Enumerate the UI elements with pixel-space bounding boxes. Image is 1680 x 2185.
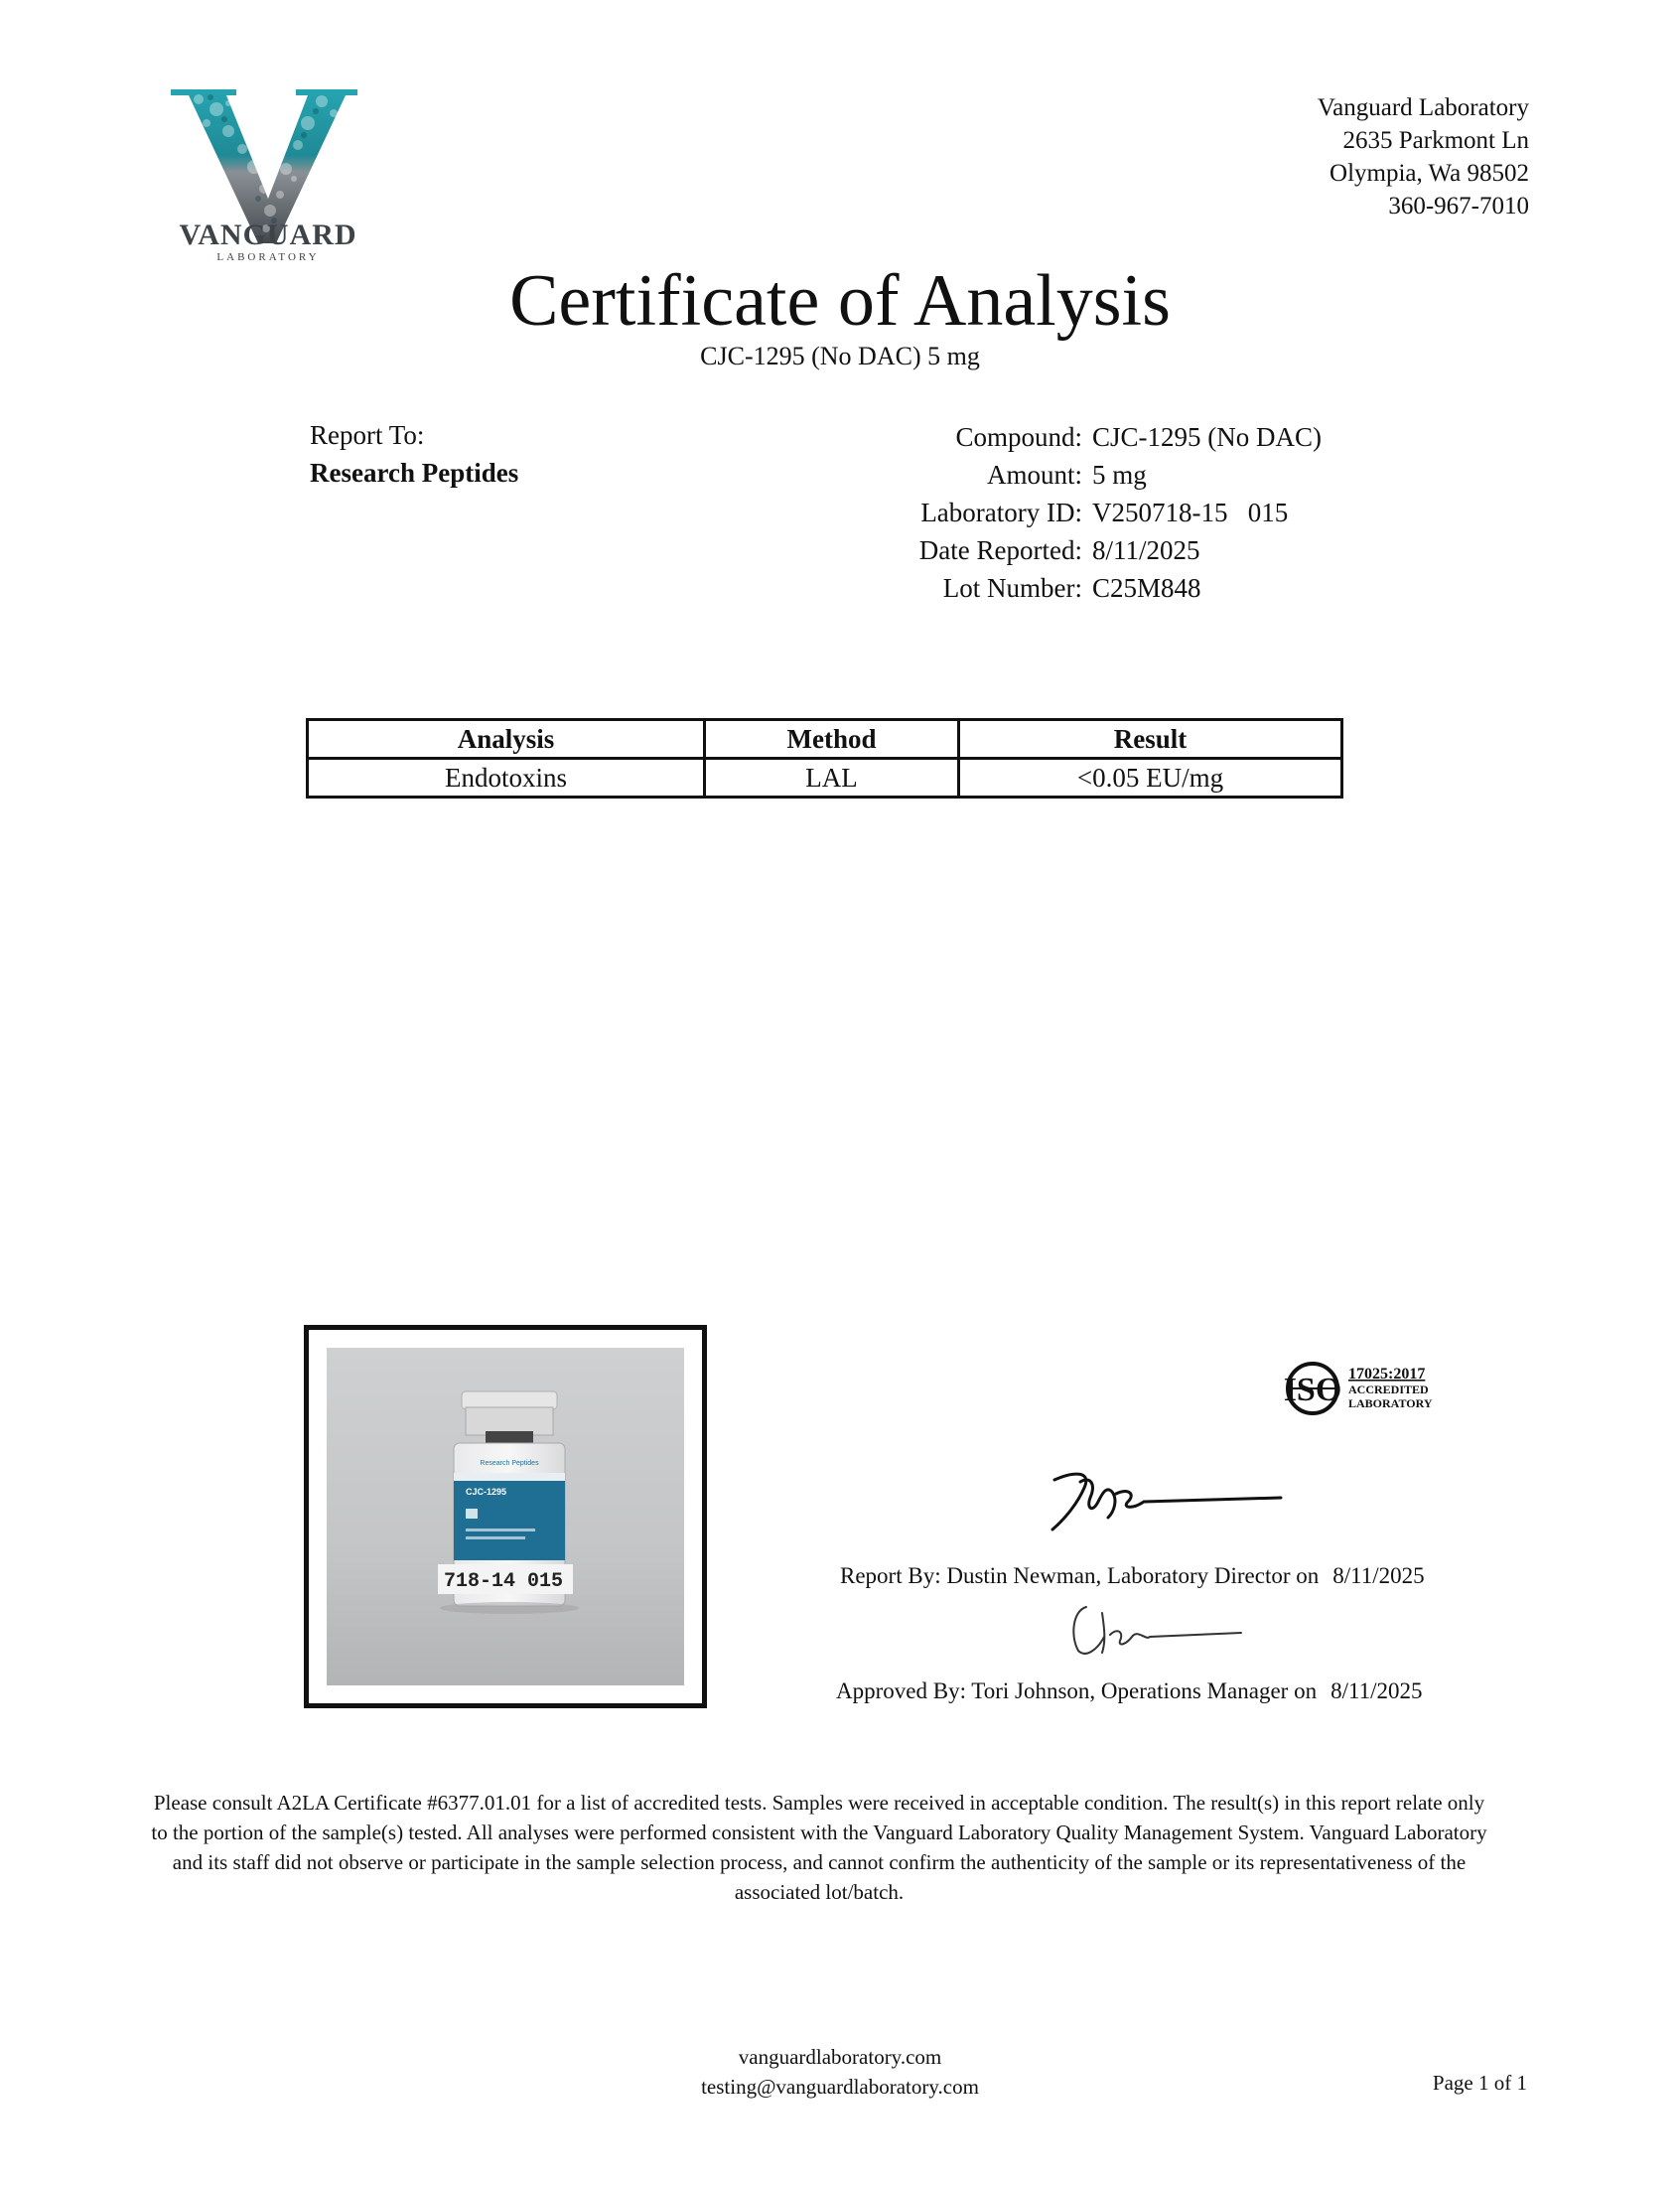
detail-value: 5 mg xyxy=(1092,460,1147,490)
results-table xyxy=(306,718,1343,799)
detail-value: CJC-1295 (No DAC) xyxy=(1092,422,1323,452)
iso-accreditation-badge xyxy=(1267,1359,1466,1418)
detail-label: Amount: xyxy=(986,460,1082,490)
cell-method: LAL xyxy=(705,759,959,798)
operations-manager-signature xyxy=(1062,1597,1251,1663)
vanguard-logo xyxy=(159,79,377,268)
vial-code: 718-14 015 xyxy=(444,1570,564,1593)
table-header-row xyxy=(308,720,1342,759)
detail-row-amount xyxy=(854,456,1322,494)
page-number: Page 1 of 1 xyxy=(1432,2071,1527,2095)
document-title: Certificate of Analysis xyxy=(509,260,1171,342)
report-to-label: Report To: xyxy=(310,420,425,450)
iso-line2: LABORATORY xyxy=(1348,1396,1433,1410)
sample-vial-photo xyxy=(327,1348,684,1685)
sample-photo-frame xyxy=(304,1325,707,1708)
detail-label: Laboratory ID: xyxy=(920,498,1082,527)
detail-row-date-reported xyxy=(854,531,1322,569)
report-to-value: Research Peptides xyxy=(310,458,519,488)
lab-address xyxy=(1318,91,1529,222)
lab-phone: 360-967-7010 xyxy=(1388,193,1529,219)
svg-text:VANGUARD: VANGUARD xyxy=(179,218,357,251)
approved-by-line xyxy=(836,1676,1423,1706)
footer-email[interactable]: testing@vanguardlaboratory.com xyxy=(701,2075,979,2099)
director-signature xyxy=(1033,1458,1291,1537)
vial-brand: Research Peptides xyxy=(480,1460,539,1467)
cell-result: <0.05 EU/mg xyxy=(959,759,1342,798)
cell-analysis: Endotoxins xyxy=(308,759,705,798)
lab-street: 2635 Parkmont Ln xyxy=(1342,127,1529,154)
iso-line1: ACCREDITED xyxy=(1348,1383,1429,1396)
detail-row-compound xyxy=(854,418,1322,456)
detail-value: C25M848 xyxy=(1092,573,1201,603)
detail-label: Compound: xyxy=(955,422,1082,452)
disclaimer-text: Please consult A2LA Certificate #6377.01.01 for a list of accredited tests. Samples were received in acceptable condition. The result(s) in this report relate only to the portion of the sample(s) tested. All analyses were performed consistent with the Vanguard Laboratory Quality Management System. Vanguard Laboratory and its staff did not observe or participate in the sample selection process, and cannot confirm the authenticity of the sample or its representativeness of the associated lot/batch. xyxy=(151,1791,1487,1904)
detail-label: Date Reported: xyxy=(918,535,1082,565)
vial-label: CJC-1295 xyxy=(466,1487,507,1497)
detail-row-lot-number xyxy=(854,569,1322,607)
report-by-line xyxy=(840,1561,1425,1591)
column-header-analysis: Analysis xyxy=(308,720,705,759)
report-by-date: 8/11/2025 xyxy=(1332,1563,1425,1588)
lab-city: Olympia, Wa 98502 xyxy=(1330,160,1529,187)
report-by-text: Report By: Dustin Newman, Laboratory Director on xyxy=(840,1563,1320,1588)
column-header-method: Method xyxy=(705,720,959,759)
footer-website[interactable]: vanguardlaboratory.com xyxy=(738,2045,942,2069)
approved-by-text: Approved By: Tori Johnson, Operations Manager on xyxy=(836,1678,1318,1703)
svg-text:LABORATORY: LABORATORY xyxy=(216,251,320,263)
detail-value: V250718-15 015 xyxy=(1092,498,1289,527)
lab-name: Vanguard Laboratory xyxy=(1317,94,1529,121)
sample-details xyxy=(854,418,1322,607)
column-header-result: Result xyxy=(959,720,1342,759)
detail-row-laboratory-id xyxy=(854,494,1322,531)
detail-label: Lot Number: xyxy=(942,573,1082,603)
document-subtitle: CJC-1295 (No DAC) 5 mg xyxy=(700,342,980,370)
iso-standard: 17025:2017 xyxy=(1348,1366,1426,1383)
table-row xyxy=(308,759,1342,798)
iso-mark: ISO xyxy=(1283,1372,1342,1408)
approved-by-date: 8/11/2025 xyxy=(1330,1678,1423,1703)
detail-value: 8/11/2025 xyxy=(1092,535,1200,565)
